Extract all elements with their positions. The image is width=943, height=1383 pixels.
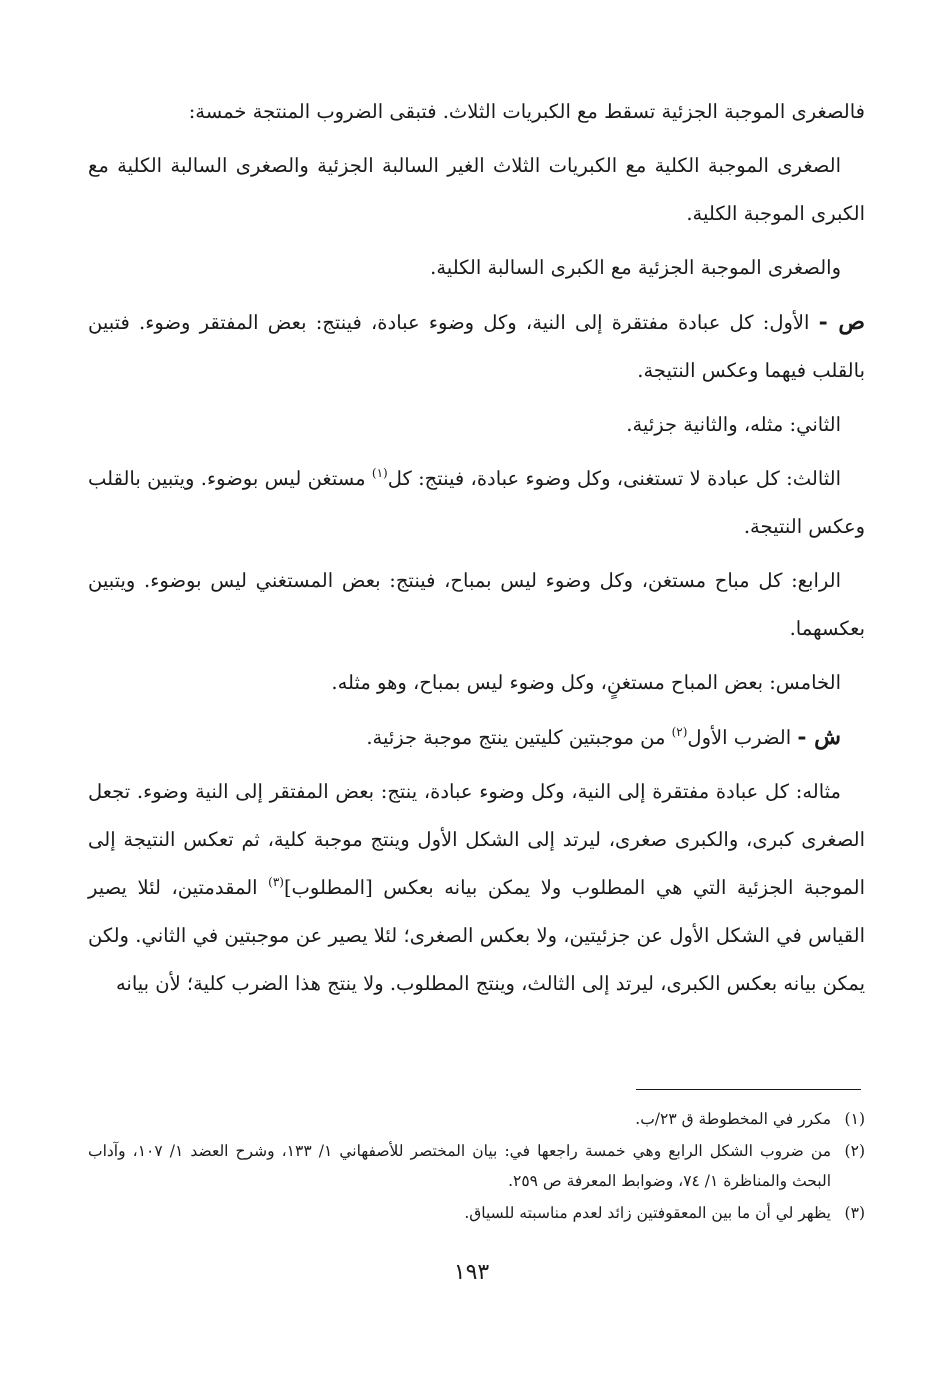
footnote-number: (١) [844,1110,865,1128]
paragraph-9 [88,713,865,762]
section-marker-shin: ش - [797,724,841,750]
footnote-separator [636,1089,861,1090]
footnote-ref-1: (١) [371,466,388,480]
paragraph-4-text: الأول: كل عبادة مفتقرة إلى النية، وكل وضوء عبادة، فينتج: بعض المفتقر وضوء. فتبين بالقلب فيهما وعكس النتيجة. [88,311,865,382]
footnote-1 [88,1104,865,1134]
page-number: ١٩٣ [453,1260,490,1285]
paragraph-3: والصغرى الموجبة الجزئية مع الكبرى السالبة الكلية. [430,256,841,279]
paragraph-9-text-b: من موجبتين كليتين ينتج موجبة جزئية. [366,726,672,749]
footnote-text: يظهر لي أن ما بين المعقوفتين زائد لعدم مناسبته للسياق. [464,1204,831,1222]
footnote-3 [88,1198,865,1228]
footnotes [88,1104,865,1230]
footnote-text: مكرر في المخطوطة ق ٢٣/ب. [635,1110,831,1128]
paragraph-9-text-a: الضرب الأول [687,726,798,749]
paragraph-2: الصغرى الموجبة الكلية مع الكبريات الثلاث الغير السالبة الجزئية والصغرى السالبة الكلية مع الكبرى الموجبة الكلية. [88,154,865,225]
paragraph-5: الثاني: مثله، والثانية جزئية. [626,413,841,436]
footnote-ref-3: (٣) [268,875,284,889]
paragraph-6-text-a: الثالث: كل عبادة لا تستغنى، وكل وضوء عبادة، فينتج: كل [387,467,842,490]
section-marker-sad: ص - [818,309,865,335]
paragraph-1: فالصغرى الموجبة الجزئية تسقط مع الكبريات الثلاث. فتبقى الضروب المنتجة خمسة: [188,100,865,123]
footnote-ref-2: (٢) [671,725,688,739]
paragraph-4 [88,298,865,395]
paragraph-7: الرابع: كل مباح مستغن، وكل وضوء ليس بمباح، فينتج: بعض المستغني ليس بوضوء. ويتبين بعكسهما. [88,569,865,640]
paragraph-6-text-b: مستغن ليس بوضوء. ويتبين بالقلب وعكس النتيجة. [88,467,865,538]
footnote-number: (٢) [844,1142,865,1160]
main-text [88,88,865,1014]
paragraph-6 [88,455,865,551]
footnote-text: من ضروب الشكل الرابع وهي خمسة راجعها في: بيان المختصر للأصفهاني ١/ ١٣٣، وشرح العضد ١/ ١٠٧، وآداب البحث والمناظرة ١/ ٧٤، وضوابط المعرفة ص ٢٥٩. [88,1142,832,1190]
footnote-number: (٣) [844,1204,865,1222]
paragraph-8: الخامس: بعض المباح مستغنٍ، وكل وضوء ليس بمباح، وهو مثله. [331,671,841,694]
paragraph-10 [88,768,865,1008]
paragraph-10-text-b: المقدمتين، لئلا يصير القياس في الشكل الأول عن جزئيتين، ولا بعكس الصغرى؛ لئلا يصير عن موجبتين في الثاني. ولكن يمكن بيانه بعكس الكبرى، ليرتد إلى الثالث، وينتج المطلوب. ولا ينتج هذا الضرب كلية؛ لأن بيانه [88,876,865,995]
paragraph-10-text-a: مثاله: كل عبادة مفتقرة إلى النية، وكل وضوء عبادة، ينتج: بعض المفتقر إلى النية وضوء. تجعل الصغرى كبرى، والكبرى صغرى، ليرتد إلى الشكل الأول وينتج موجبة كلية، ثم تعكس النتيجة إلى الموجبة الجزئية التي هي المطلوب ولا يمكن بيانه بعكس [المطلوب] [88,780,866,899]
footnote-2 [88,1136,865,1196]
